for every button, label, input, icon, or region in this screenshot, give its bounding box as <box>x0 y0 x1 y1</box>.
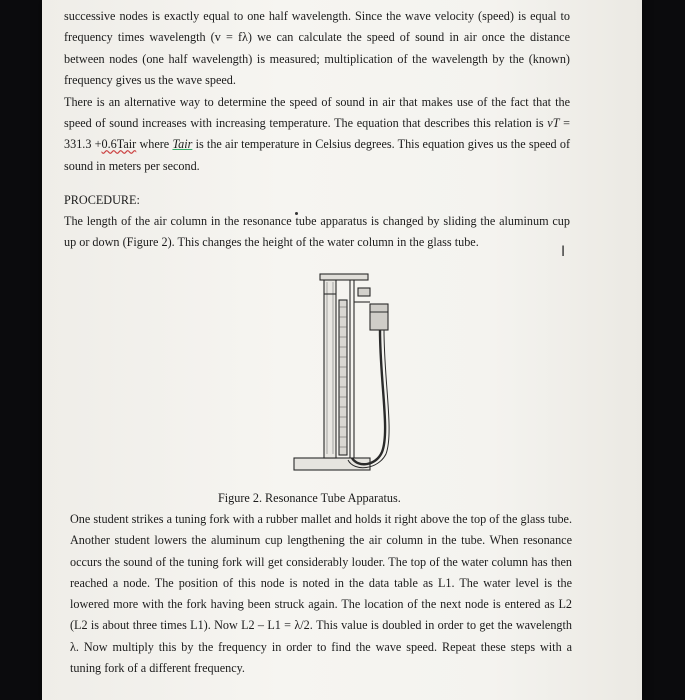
intro-section <box>64 6 570 177</box>
procedure-section <box>64 190 570 254</box>
glass-tube <box>324 278 336 458</box>
resonance-tube-figure <box>292 272 402 477</box>
steps-paragraph: One student strikes a tuning fork with a rubber mallet and holds it right above the top of the glass tube. Another student lowers the aluminum cup lengthening the air column in the tube. When resonance occurs the sound of the tuning fork will get considerably louder. The top of the water column has then reached a node. The position of this node is noted in the data table as L1. The water level is the lowered more with the fork having been struck again. The location of the next node is entered as L2 (L2 is about three times L1). Now L2 – L1 = λ/2. This value is doubled in order to get the wavelength λ. Now multiply this by the frequency in order to find the wave speed. Repeat these steps with a tuning fork of a different frequency. <box>70 512 572 676</box>
intro-paragraph-2-end: is the air temperature in Celsius degrees. This equation gives us the speed of sound in meters per second. <box>64 137 571 173</box>
document-page <box>42 0 642 700</box>
procedure-paragraph: The length of the air column in the resonance tube apparatus is changed by sliding the aluminum cup up or down (Figure 2). This changes the height of the water column in the glass tube. <box>64 214 570 250</box>
apparatus-drawing <box>294 274 389 470</box>
equation-temperature-term: 0.6Tair <box>101 137 137 152</box>
aluminum-cup <box>370 304 388 330</box>
equation-speed-symbol: vT <box>547 116 560 131</box>
top-clamp <box>320 274 368 280</box>
procedure-heading: PROCEDURE: <box>64 193 140 207</box>
figure-caption: Figure 2. Resonance Tube Apparatus. <box>218 491 401 505</box>
measuring-scale <box>339 300 347 455</box>
where-text: where <box>136 137 173 152</box>
intro-paragraph-2 <box>64 92 570 178</box>
text-cursor-icon: I <box>561 244 566 260</box>
intro-paragraph-2-text: There is an alternative way to determine the speed of sound in air that makes use of the fact that the speed of sound increases with increasing temperature. The equation that describes this relation is <box>64 94 570 131</box>
intro-paragraph-1: successive nodes is exactly equal to one half wavelength. Since the wave velocity (speed) is equal to frequency times wavelength (v = fλ) we can calculate the speed of sound in air once the distance between nodes (one half wavelength) is measured; multiplication of the wavelength by the (known) frequency gives us the wave speed. <box>64 9 570 88</box>
rubber-hose <box>352 330 385 464</box>
equation-temperature-variable: Tair <box>172 137 193 152</box>
steps-section <box>70 509 572 679</box>
equation-constant: = 331.3 + <box>64 116 571 152</box>
